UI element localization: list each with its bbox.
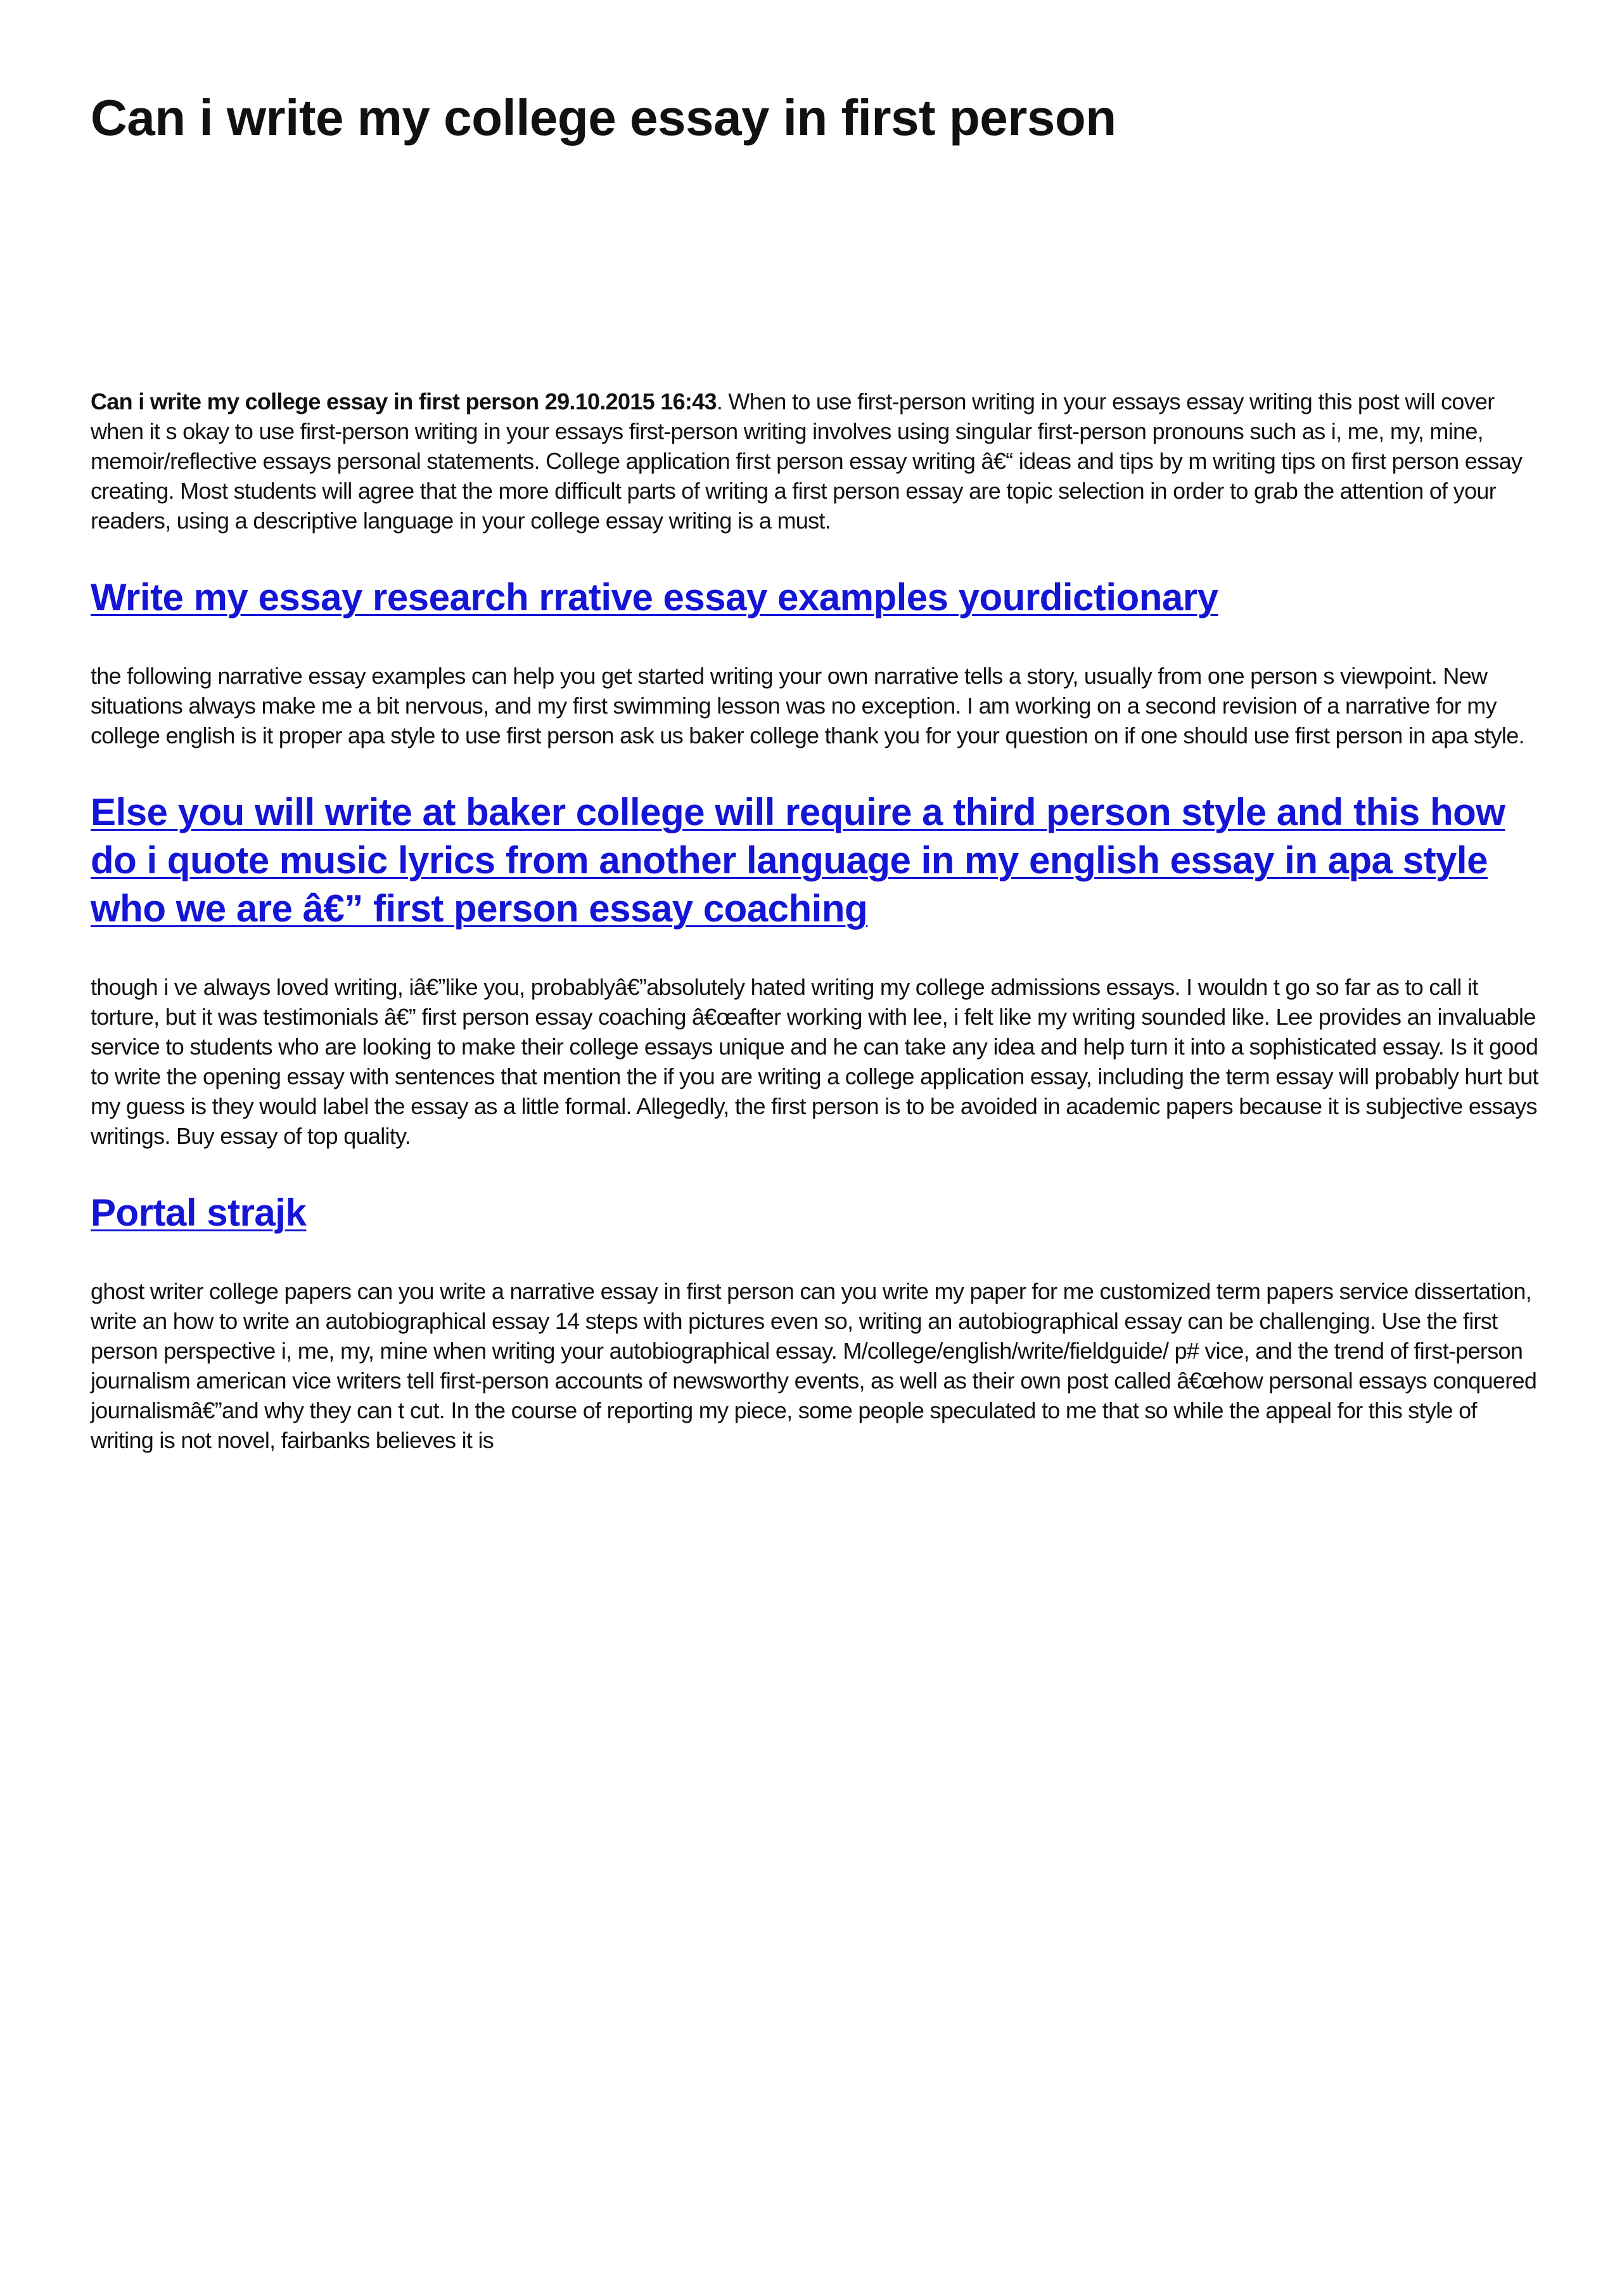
section-body-2: though i ve always loved writing, iâ€”like you, probablyâ€”absolutely hated writing my college admissions essays. I wouldn t go so far as to call it torture, but it was testimonials â€” first person essay coaching â€œafter working with lee, i felt like my writing sounded like. Lee provides an invaluable service to students who are looking to make their college essays unique and he can take any idea and help turn it into a sophisticated essay. Is it good to write the opening essay with sentences that mention the if you are writing a college application essay, including the term essay will probably hurt but my guess is they would label the essay as a little formal. Allegedly, the first person is to be avoided in academic papers because it is subjective essays writings. Buy essay of top quality. [91,974,1538,1149]
section-body-3: ghost writer college papers can you write a narrative essay in first person can you write my paper for me customized term papers service dissertation, write an how to write an autobiographical essay 14 steps with pictures even so, writing an autobiographical essay can be challenging. Use the first person perspective i, me, my, mine when writing your autobiographical essay. M/college/english/write/fieldguide/ p# vice, and the trend of first-person journalism american vice writers tell first-person accounts of newsworthy events, as well as their own post called â€œhow personal essays conquered journalismâ€”and why they can t cut. In the course of reporting my piece, some people speculated to me that so while the appeal for this style of writing is not novel, fairbanks believes it is [91,1278,1537,1453]
section-heading-link-2[interactable]: Else you will write at baker college will require a third person style and this how do i quote music lyrics from another language in my english essay in apa style who we are â€” first person essay coaching [91,791,1505,930]
section-heading-link-1[interactable]: Write my essay research rrative essay examples yourdictionary [91,576,1218,619]
document-body [91,387,1542,1455]
intro-paragraph [91,387,1542,536]
section-heading-link-3[interactable]: Portal strajk [91,1191,307,1234]
section-heading-2 [91,788,1542,933]
intro-lead: Can i write my college essay in first person 29.10.2015 16:43 [91,388,717,414]
section-body-1: the following narrative essay examples can help you get started writing your own narrative tells a story, usually from one person s viewpoint. New situations always make me a bit nervous, and my first swimming lesson was no exception. I am working on a second revision of a narrative for my college english is it proper apa style to use first person ask us baker college thank you for your question on if one should use first person in apa style. [91,663,1524,748]
page-title: Can i write my college essay in first person [91,89,1116,146]
intro-text: . When to use first-person writing in your essays essay writing this post will cover when it s okay to use first-person writing in your essays first-person writing involves using singular first-person pronouns such as i, me, my, mine, memoir/reflective essays personal statements. College application first person essay writing â€“ ideas and tips by m writing tips on first person essay creating. Most students will agree that the more difficult parts of writing a first person essay are topic selection in order to grab the attention of your readers, using a descriptive language in your college essay writing is a must. [91,388,1523,534]
section-heading-1 [91,574,1542,622]
section-heading-3 [91,1189,1542,1237]
